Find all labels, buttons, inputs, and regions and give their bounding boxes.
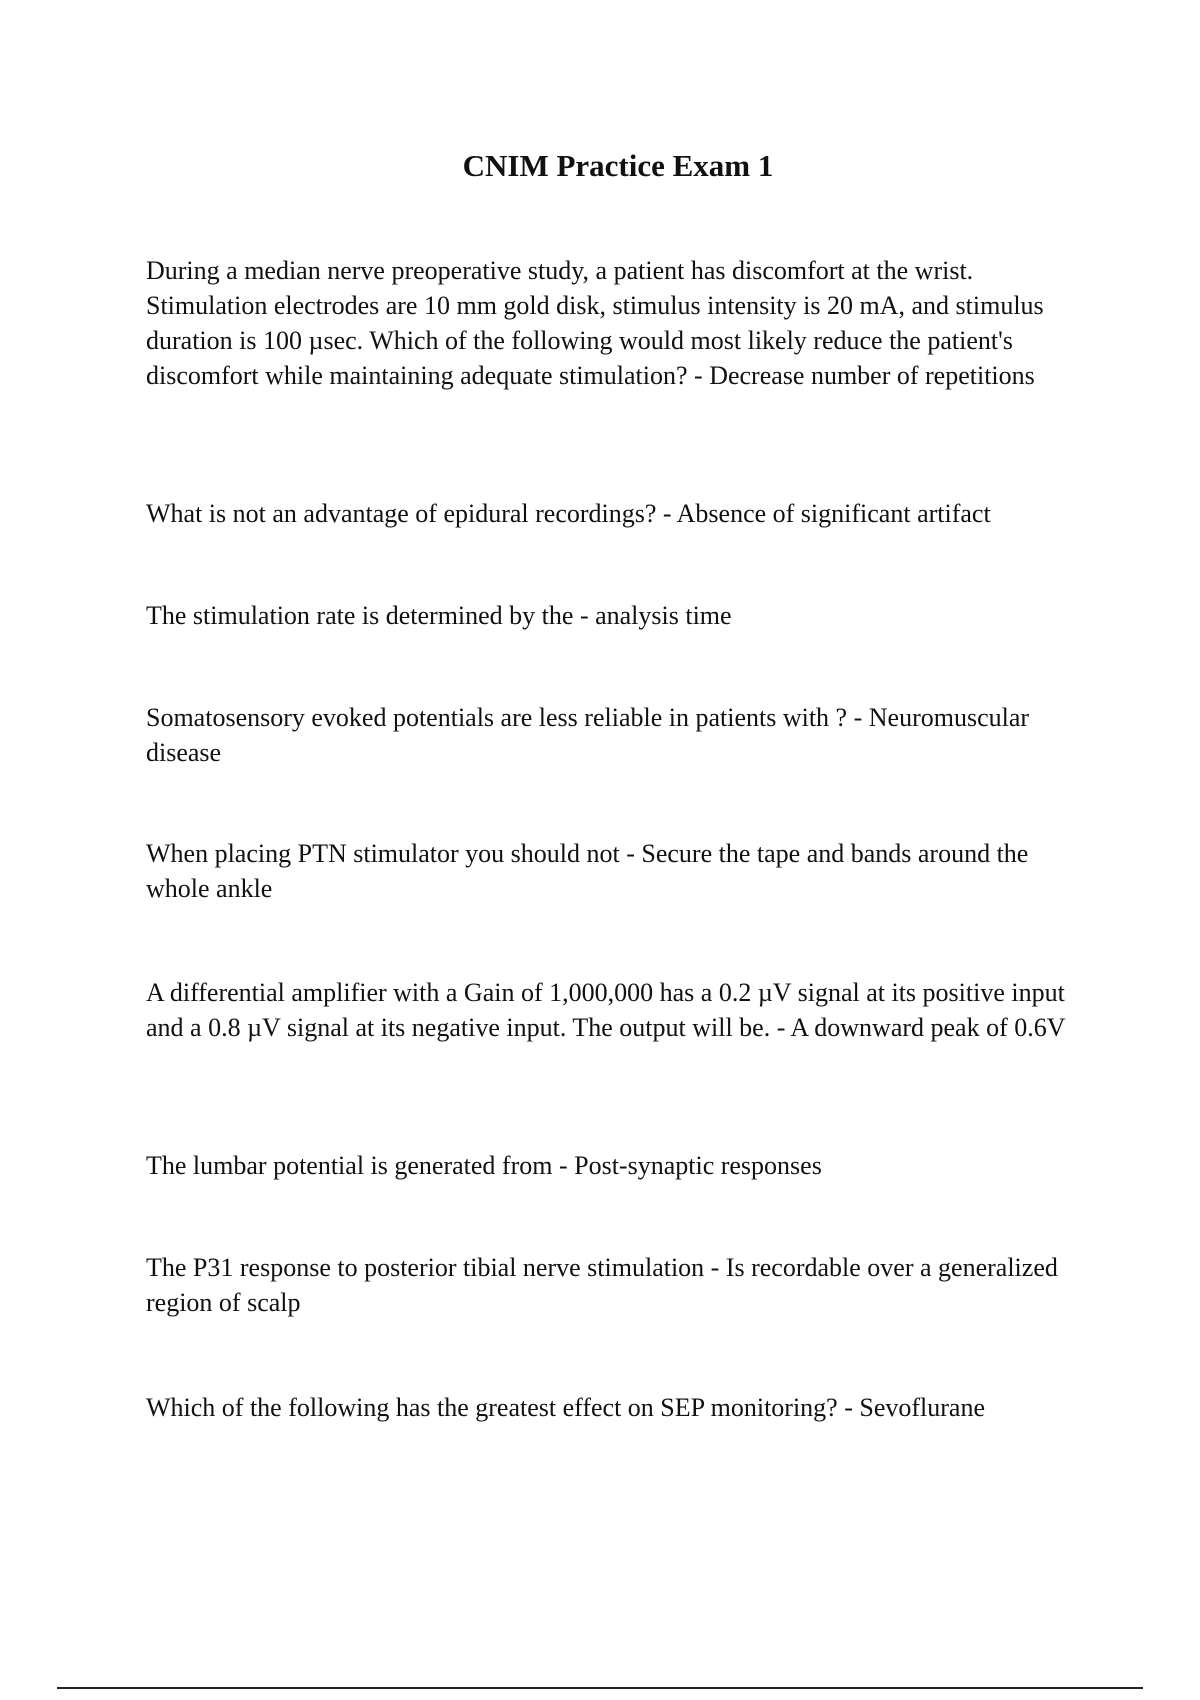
question-9: Which of the following has the greatest effect on SEP monitoring? - Sevoflurane bbox=[146, 1393, 985, 1422]
question-4: Somatosensory evoked potentials are less reliable in patients with ? - Neuromuscular disease bbox=[146, 703, 1030, 767]
question-8: The P31 response to posterior tibial nerve stimulation - Is recordable over a generalized region of scalp bbox=[146, 1253, 1058, 1317]
page-title: CNIM Practice Exam 1 bbox=[462, 148, 774, 183]
footer-divider bbox=[57, 1687, 1143, 1689]
question-1: During a median nerve preoperative study, a patient has discomfort at the wrist. Stimulation electrodes are 10 mm gold disk, stimulus intensity is 20 mA, and stimulus duration is 100 µsec. Which of the following would most likely reduce the patient's discomfort while maintaining adequate stimulation? - Decrease number of repetitions bbox=[146, 256, 1044, 390]
question-5: When placing PTN stimulator you should not - Secure the tape and bands around the whole ankle bbox=[146, 839, 1029, 903]
question-6: A differential amplifier with a Gain of 1,000,000 has a 0.2 µV signal at its positive input and a 0.8 µV signal at its negative input. The output will be. - A downward peak of 0.6V bbox=[146, 978, 1066, 1042]
question-7: The lumbar potential is generated from - Post-synaptic responses bbox=[146, 1151, 822, 1180]
question-2: What is not an advantage of epidural recordings? - Absence of significant artifact bbox=[146, 499, 991, 528]
question-3: The stimulation rate is determined by the - analysis time bbox=[146, 601, 732, 630]
